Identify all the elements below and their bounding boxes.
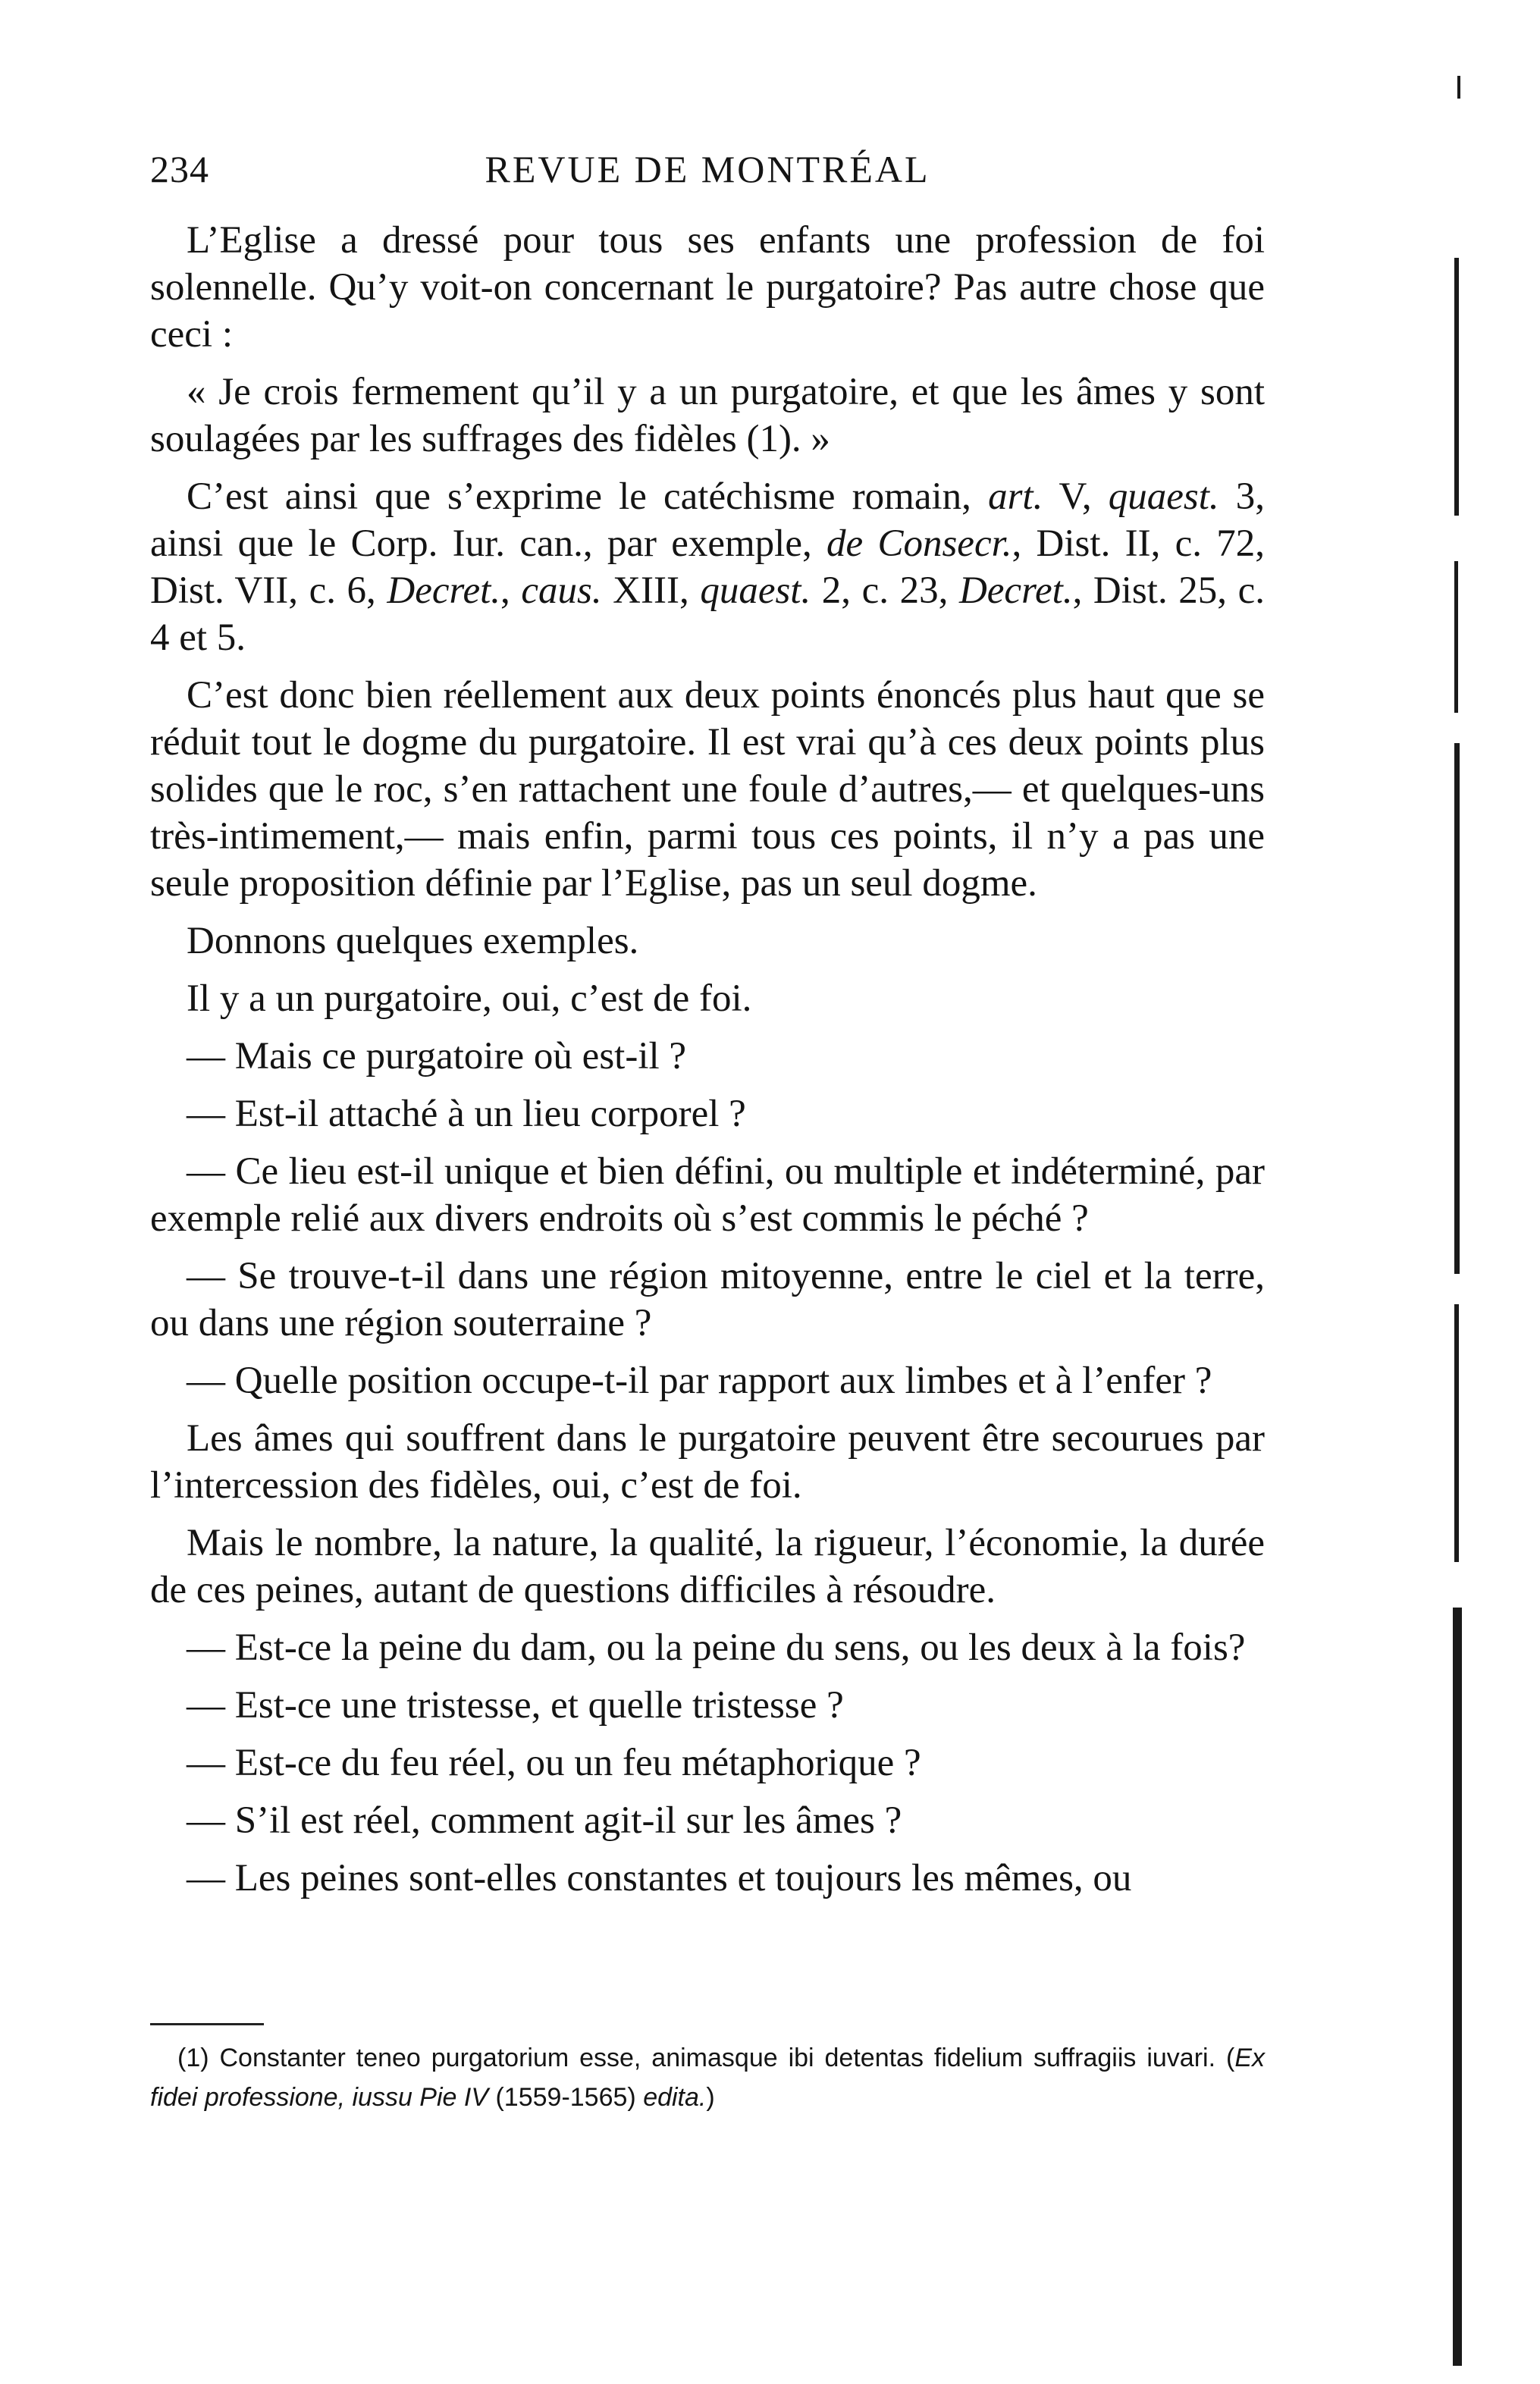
text-run: XIII, bbox=[601, 569, 701, 612]
text-run: C’est ainsi que s’exprime le catéchisme romain, bbox=[187, 475, 989, 518]
main-text bbox=[150, 217, 1265, 1912]
footnote bbox=[150, 2038, 1265, 2117]
footnote-body: (1) Constanter teneo purgatorium esse, animasque ibi detentas fidelium suffragiis iuvari. (Ex fidei professione, iussu Pie IV (1559-1565) edita.) bbox=[150, 2044, 1265, 2112]
paragraph: C’est donc bien réellement aux deux points énoncés plus haut que se réduit tout le dogme du purgatoire. Il est vrai qu’à ces deux points plus solides que le roc, s’en rattachent une foule d’autres,— et quelques-uns très-intimement,— mais enfin, parmi tous ces points, il n’y a pas une seule proposition définie par l’Eglise, pas un seul dogme. bbox=[150, 674, 1265, 905]
footnote-text: Constanter teneo purgatorium esse, animasque ibi detentas fidelium suffragiis iuvari. bbox=[219, 2044, 1216, 2072]
question-line: — Mais ce purgatoire où est-il ? bbox=[187, 1035, 687, 1078]
italic-run: quaest. bbox=[700, 569, 811, 612]
italic-run: art. bbox=[988, 475, 1043, 518]
text-run: 3, ainsi que le Corp. Iur. can., par exemple, bbox=[150, 475, 1266, 565]
italic-run: de Consecr. bbox=[826, 522, 1012, 565]
text-run: 2, c. 23, bbox=[811, 569, 959, 612]
page-header bbox=[150, 143, 1265, 196]
scanned-page-edge bbox=[1441, 45, 1471, 2366]
footnote-source-end: edita. bbox=[643, 2083, 707, 2112]
edge-mark bbox=[1453, 1608, 1462, 2366]
italic-run: Decret. bbox=[958, 569, 1073, 612]
paragraph: « Je crois fermement qu’il y a un purgatoire, et que les âmes y sont soulagées par les suffrages des fidèles (1). » bbox=[150, 371, 1265, 460]
question-line: — Se trouve-t-il dans une région mitoyenne, entre le ciel et la terre, ou dans une région souterraine ? bbox=[150, 1255, 1265, 1344]
edge-mark bbox=[1454, 561, 1458, 713]
edge-mark bbox=[1454, 258, 1459, 516]
footnote-source: Ex fidei professione, iussu Pie IV bbox=[150, 2044, 1265, 2112]
running-title: REVUE DE MONTRÉAL bbox=[485, 148, 930, 190]
edge-mark bbox=[1454, 743, 1460, 1274]
italic-run: quaest. bbox=[1108, 475, 1219, 518]
question-line: — Est-il attaché à un lieu corporel ? bbox=[187, 1093, 746, 1135]
edge-mark bbox=[1454, 1304, 1459, 1562]
page-number: 234 bbox=[150, 148, 209, 190]
italic-run: caus. bbox=[521, 569, 602, 612]
text-run: , bbox=[500, 569, 522, 612]
footnote-years: (1559-1565) bbox=[495, 2083, 636, 2112]
text-run: , Dist. 25, c. 4 et 5. bbox=[150, 569, 1266, 659]
question-line: — Est-ce du feu réel, ou un feu métaphorique ? bbox=[187, 1742, 921, 1784]
question-line: — Ce lieu est-il unique et bien défini, ou multiple et indéterminé, par exemple relié aux divers endroits où s’est commis le péché ? bbox=[150, 1150, 1265, 1240]
paragraph: Les âmes qui souffrent dans le purgatoire peuvent être secourues par l’intercession des fidèles, oui, c’est de foi. bbox=[150, 1417, 1265, 1507]
question-line: — S’il est réel, comment agit-il sur les âmes ? bbox=[187, 1799, 902, 1842]
italic-run: Decret. bbox=[387, 569, 501, 612]
edge-mark bbox=[1457, 76, 1460, 99]
paragraph: Donnons quelques exemples. bbox=[187, 920, 639, 962]
question-line: — Est-ce la peine du dam, ou la peine du sens, ou les deux à la fois? bbox=[187, 1626, 1246, 1669]
footnote-marker: (1) bbox=[177, 2044, 209, 2072]
paragraph: Mais le nombre, la nature, la qualité, la rigueur, l’économie, la durée de ces peines, autant de questions difficiles à résoudre. bbox=[150, 1522, 1265, 1611]
paragraph: Il y a un purgatoire, oui, c’est de foi. bbox=[187, 977, 752, 1020]
footnote-separator bbox=[150, 2023, 264, 2025]
paragraph: L’Eglise a dressé pour tous ses enfants une profession de foi solennelle. Qu’y voit-on concernant le purgatoire? Pas autre chose que ceci : bbox=[150, 219, 1265, 356]
paragraph-citations bbox=[150, 473, 1265, 661]
question-line: — Les peines sont-elles constantes et toujours les mêmes, ou bbox=[187, 1857, 1132, 1899]
question-line: — Quelle position occupe-t-il par rapport aux limbes et à l’enfer ? bbox=[187, 1360, 1212, 1402]
text-run: , Dist. II, c. 72, Dist. VII, c. 6, bbox=[150, 522, 1266, 612]
text-run: V, bbox=[1043, 475, 1109, 518]
question-line: — Est-ce une tristesse, et quelle tristesse ? bbox=[187, 1684, 844, 1727]
